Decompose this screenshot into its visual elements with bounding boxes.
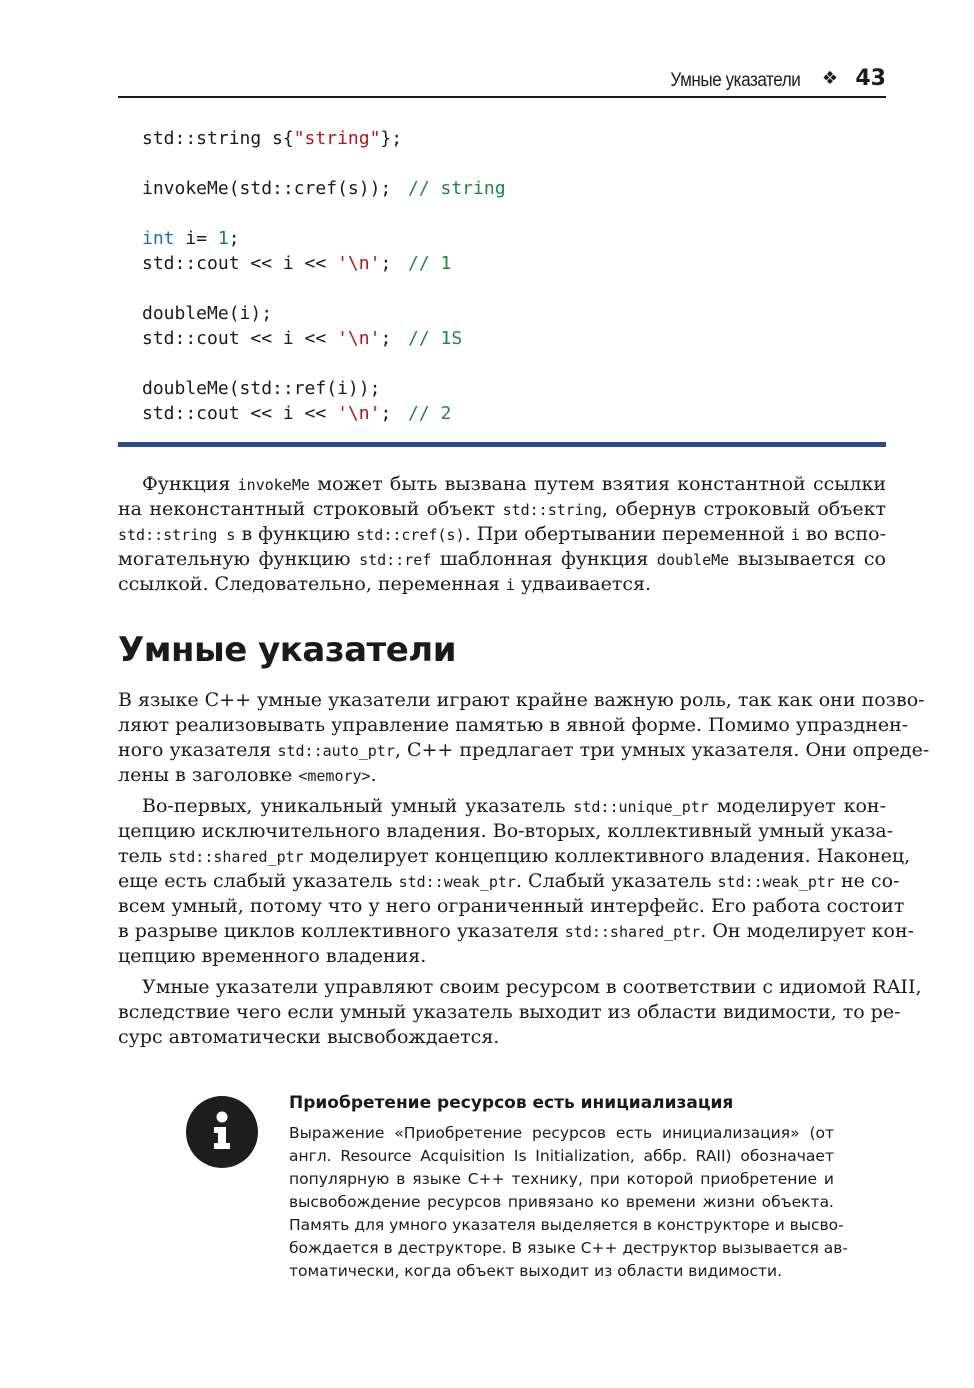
note-title: Приобретение ресурсов есть инициализация [289, 1093, 734, 1113]
code-line: std::cout << i << '\n'; // 1S [142, 328, 463, 349]
code-comment: // 1S [408, 328, 463, 349]
code-comment: // string [408, 178, 506, 199]
paragraph-raii: Умные указатели управляют своим ресурсом в соответствии с идиомой RAII, вследствие чего если умный указатель выходит из области видимости, то ре- сурс автоматически высвобождается. [118, 976, 922, 1048]
code-line: doubleMe(std::ref(i)); [142, 378, 381, 399]
code-line: std::string s{"string"}; [142, 128, 403, 149]
code-comment: // 2 [408, 403, 452, 424]
page-number: 43 [855, 66, 886, 91]
code-comment: // 1 [408, 253, 452, 274]
code-line: std::cout << i << '\n'; // 2 [142, 403, 452, 424]
section-heading: Умные указатели [118, 630, 457, 670]
code-line: invokeMe(std::cref(s)); // string [142, 178, 506, 199]
info-icon [186, 1096, 258, 1168]
note-body: Выражение «Приобретение ресурсов есть инициализация» (от англ. Resource Acquisition Is Initialization, аббр. RAII) обозначает популярную в языке C++ технику, при которой приобретение и высвобождение ресурсов привязано ко времени жизни объекта. Память для умного указателя выделяется в конструкторе и высво- бождается в деструкторе. В языке C++ деструктор вызывается ав- томатически, когда объект выходит из области видимости. [289, 1124, 848, 1280]
code-line: doubleMe(i); [142, 303, 273, 324]
running-title: Умные указатели [670, 70, 800, 91]
ornament-icon: ❖ [821, 68, 838, 89]
listing-divider [118, 442, 886, 447]
running-header [118, 68, 886, 98]
paragraph-intro: В языке C++ умные указатели играют крайне важную роль, так как они позво- ляют реализовывать управление памятью в явной форме. Помимо упразднен- ного указателя std::auto_ptr, C++ предлагает три умных указателя. Они опреде- лены в заголовке <memory>. [118, 689, 930, 786]
code-line: int i= 1; [142, 228, 240, 249]
code-line: std::cout << i << '\n'; // 1 [142, 253, 452, 274]
code-listing [142, 126, 886, 426]
paragraph-invokeme: Функция invokeMe может быть вызвана путем взятия константной ссылки на неконстантный строковый объект std::string, обернув строковый объект std::string s в функцию std::cref(s). При обертывании переменной i во вспо- могательную функцию std::ref шаблонная функция doubleMe вызывается со ссылкой. Следовательно, переменная i удваивается. [118, 473, 887, 595]
paragraph-pointer-types: Во-первых, уникальный умный указатель std::unique_ptr моделирует кон- цепцию исключительного владения. Во-вторых, коллективный умный указа- тель std::shared_ptr моделирует концепцию коллективного владения. Наконец, еще есть слабый указатель std::weak_ptr. Слабый указатель std::weak_ptr не со- всем умный, потому что у него ограниченный интерфейс. Его работа состоит в разрыве циклов коллективного указателя std::shared_ptr. Он моделирует кон- цепцию временного владения. [118, 795, 915, 967]
